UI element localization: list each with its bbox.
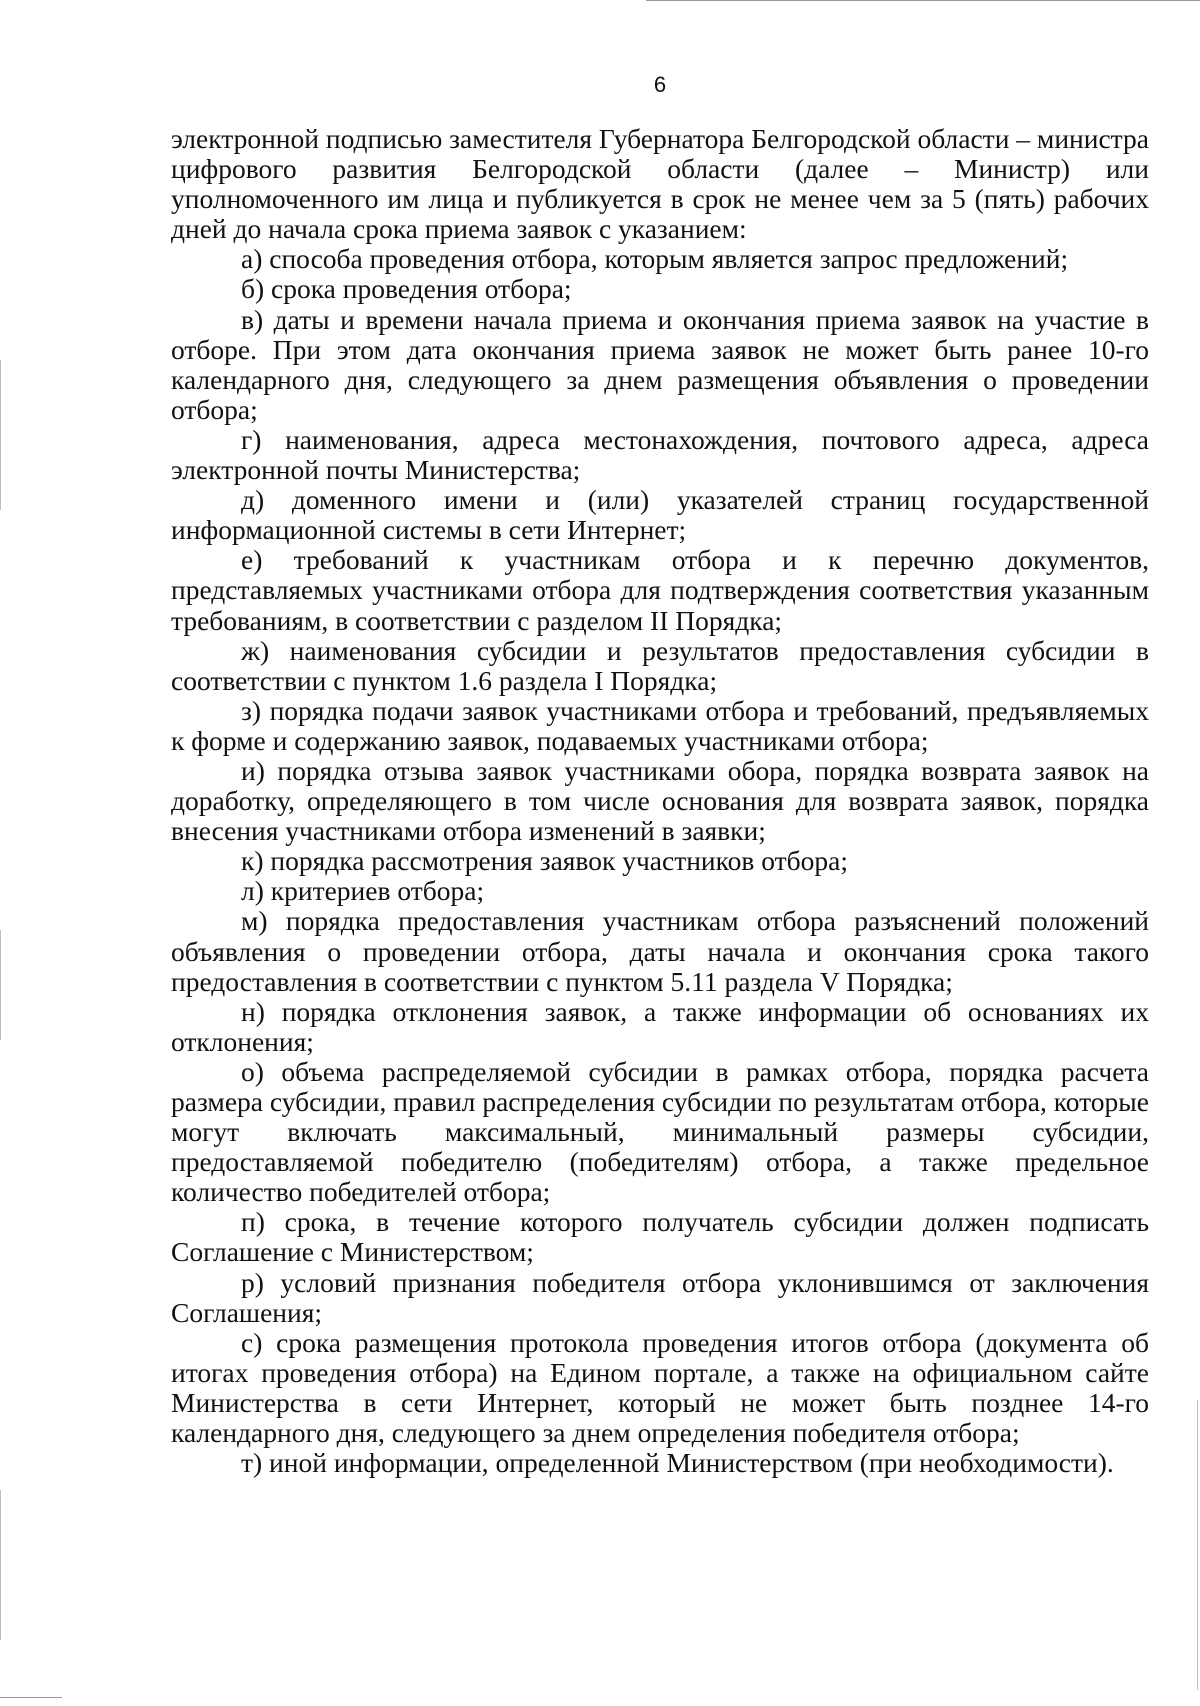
scan-bottom-mark [0, 1697, 62, 1698]
scan-right-edge [1197, 1400, 1198, 1690]
list-item-v: в) даты и времени начала приема и окончания приема заявок на участие в отборе. При этом дата окончания приема заявок не может быть ранее 10-го календарного дня, следующего за днем размещения объявления о проведении отбора; [171, 303, 1149, 425]
list-item-o: о) объема распределяемой субсидии в рамках отбора, порядка расчета размера субсидии, правил распределения субсидии по результатам отбора, которые могут включать максимальный, минимальный размеры субсидии, предоставляемой победителю (победителям) отбора, а также предельное количество победителей отбора; [171, 1055, 1149, 1208]
list-item-s: с) срока размещения протокола проведения итогов отбора (документа об итогах проведения отбора) на Едином портале, а также на официальном сайте Министерства в сети Интернет, который не может быть позднее 14-го календарного дня, следующего за днем определения победителя отбора; [171, 1326, 1149, 1449]
list-item-p: п) срока, в течение которого получатель субсидии должен подписать Соглашение с Министерством; [171, 1206, 1149, 1268]
list-item-k: к) порядка рассмотрения заявок участников отбора; [241, 845, 848, 877]
list-item-t: т) иной информации, определенной Министерством (при необходимости). [241, 1447, 1114, 1479]
scan-left-edge [0, 1490, 1, 1640]
scan-left-edge [0, 360, 1, 510]
list-item-g: г) наименования, адреса местонахождения, почтового адреса, адреса электронной почты Министерства; [171, 423, 1149, 486]
page-number: 6 [653, 72, 667, 97]
list-item-zh: ж) наименования субсидии и результатов предоставления субсидии в соответствии с пунктом 1.6 раздела I Порядка; [171, 634, 1149, 696]
list-item-l: л) критериев отбора; [241, 875, 485, 907]
list-item-e: е) требований к участникам отбора и к перечню документов, представляемых участниками отбора для подтверждения соответствия указанным требованиям, в соответствии с разделом II Порядка; [171, 544, 1149, 636]
document-body [171, 124, 1149, 1478]
list-item-b: б) срока проведения отбора; [241, 273, 572, 305]
list-item-a: а) способа проведения отбора, которым является запрос предложений; [241, 243, 1069, 275]
list-item-z: з) порядка подачи заявок участниками отбора и требований, предъявляемых к форме и содержанию заявок, подаваемых участниками отбора; [171, 694, 1149, 756]
list-item-r: р) условий признания победителя отбора уклонившимся от заключения Соглашения; [171, 1266, 1149, 1328]
scan-left-edge [0, 930, 1, 1040]
list-item-m: м) порядка предоставления участникам отбора разъяснений положений объявления о проведении отбора, даты начала и окончания срока такого предоставления в соответствии с пунктом 5.11 раздела V Порядка; [171, 905, 1149, 997]
list-item-i: и) порядка отзыва заявок участниками обора, порядка возврата заявок на доработку, определяющего в том числе основания для возврата заявок, порядка внесения участниками отбора изменений в заявки; [171, 754, 1149, 847]
scan-top-edge [646, 0, 1200, 1]
list-item-d: д) доменного имени и (или) указателей страниц государственной информационной системы в сети Интернет; [171, 484, 1149, 546]
paragraph-intro: электронной подписью заместителя Губернатора Белгородской области – министра цифрового развития Белгородской области (далее – Министр) или уполномоченного им лица и публикуется в срок не менее чем за 5 (пять) рабочих дней до начала срока приема заявок с указанием: [171, 123, 1149, 245]
list-item-n: н) порядка отклонения заявок, а также информации об основаниях их отклонения; [171, 995, 1149, 1057]
